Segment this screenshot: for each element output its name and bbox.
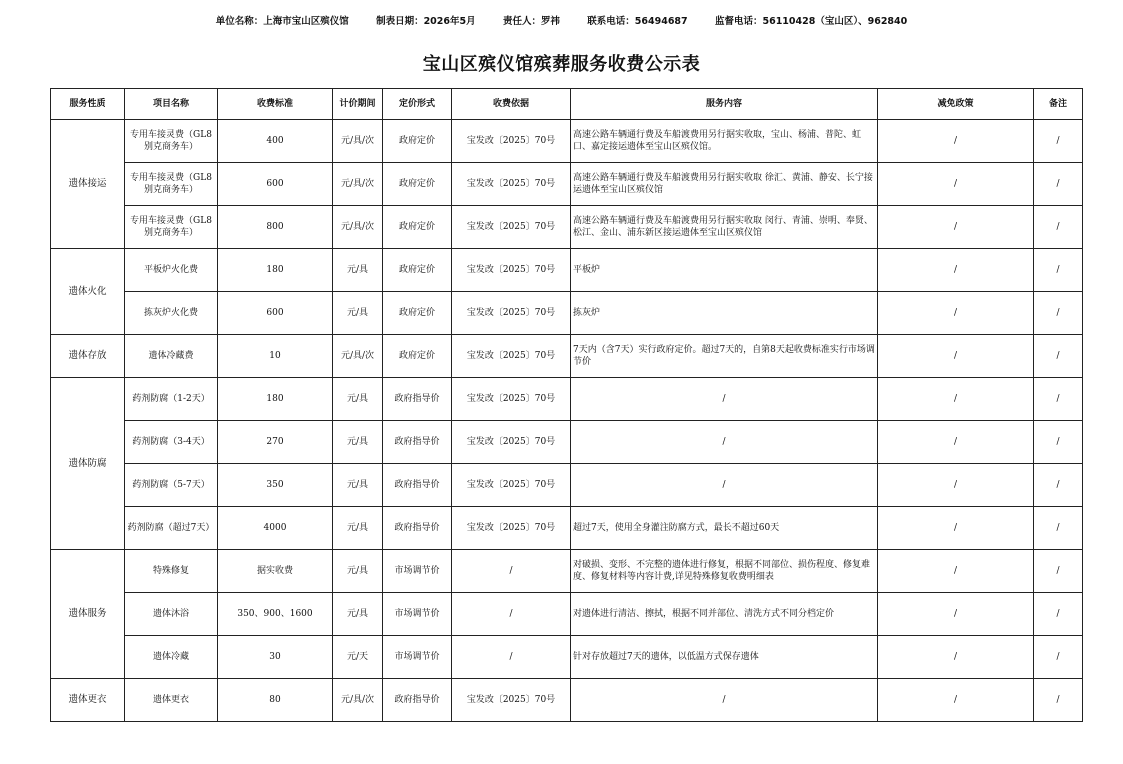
basis-cell: 宝发改〔2025〕70号 bbox=[452, 292, 571, 335]
pricing-cell: 政府指导价 bbox=[383, 378, 452, 421]
content-cell: 针对存放超过7天的遗体，以低温方式保存遗体 bbox=[571, 636, 878, 679]
supervision-phone: 监督电话：56110428（宝山区）、962840 bbox=[714, 16, 908, 27]
table-row bbox=[51, 464, 1083, 507]
pricing-cell: 政府定价 bbox=[383, 292, 452, 335]
table-date: 制表日期：2026年5月 bbox=[376, 16, 476, 27]
column-header: 服务性质 bbox=[51, 89, 125, 120]
table-header-row bbox=[51, 89, 1083, 120]
content-cell: 7天内（含7天）实行政府定价。超过7天的，自第8天起收费标准实行市场调节价 bbox=[571, 335, 878, 378]
category-cell: 遗体更衣 bbox=[51, 679, 125, 722]
table-row bbox=[51, 593, 1083, 636]
relief-cell: / bbox=[878, 163, 1034, 206]
table-row bbox=[51, 335, 1083, 378]
fee-cell: 270 bbox=[218, 421, 333, 464]
unit-name: 单位名称：上海市宝山区殡仪馆 bbox=[215, 16, 349, 27]
fee-cell: 80 bbox=[218, 679, 333, 722]
fee-cell: 350 bbox=[218, 464, 333, 507]
fee-table bbox=[50, 88, 1083, 722]
column-header: 项目名称 bbox=[125, 89, 218, 120]
relief-cell: / bbox=[878, 249, 1034, 292]
unit-cell: 元/具 bbox=[333, 593, 383, 636]
relief-cell: / bbox=[878, 636, 1034, 679]
category-cell: 遗体接运 bbox=[51, 120, 125, 249]
unit-cell: 元/具/次 bbox=[333, 206, 383, 249]
fee-cell: 600 bbox=[218, 163, 333, 206]
relief-cell: / bbox=[878, 421, 1034, 464]
pricing-cell: 市场调节价 bbox=[383, 550, 452, 593]
fee-cell: 180 bbox=[218, 249, 333, 292]
remark-cell: / bbox=[1034, 464, 1083, 507]
fee-cell: 180 bbox=[218, 378, 333, 421]
column-header: 服务内容 bbox=[571, 89, 878, 120]
category-cell: 遗体存放 bbox=[51, 335, 125, 378]
item-name-cell: 专用车接灵费（GL8别克商务车） bbox=[125, 163, 218, 206]
fee-cell: 800 bbox=[218, 206, 333, 249]
item-name-cell: 专用车接灵费（GL8别克商务车） bbox=[125, 120, 218, 163]
table-row bbox=[51, 249, 1083, 292]
fee-cell: 10 bbox=[218, 335, 333, 378]
item-name-cell: 特殊修复 bbox=[125, 550, 218, 593]
pricing-cell: 政府定价 bbox=[383, 206, 452, 249]
fee-cell: 4000 bbox=[218, 507, 333, 550]
table-row bbox=[51, 292, 1083, 335]
table-row bbox=[51, 507, 1083, 550]
table-row bbox=[51, 120, 1083, 163]
category-cell: 遗体防腐 bbox=[51, 378, 125, 550]
content-cell: 高速公路车辆通行费及车船渡费用另行据实收取 闵行、青浦、崇明、奉贤、松江、金山、浦东新区接运遗体至宝山区殡仪馆 bbox=[571, 206, 878, 249]
remark-cell: / bbox=[1034, 550, 1083, 593]
item-name-cell: 遗体沐浴 bbox=[125, 593, 218, 636]
fee-cell: 30 bbox=[218, 636, 333, 679]
unit-cell: 元/具/次 bbox=[333, 335, 383, 378]
remark-cell: / bbox=[1034, 421, 1083, 464]
basis-cell: 宝发改〔2025〕70号 bbox=[452, 464, 571, 507]
remark-cell: / bbox=[1034, 335, 1083, 378]
remark-cell: / bbox=[1034, 679, 1083, 722]
unit-cell: 元/具 bbox=[333, 507, 383, 550]
pricing-cell: 政府指导价 bbox=[383, 679, 452, 722]
table-row bbox=[51, 206, 1083, 249]
basis-cell: 宝发改〔2025〕70号 bbox=[452, 378, 571, 421]
content-cell: 超过7天，使用全身灌注防腐方式，最长不超过60天 bbox=[571, 507, 878, 550]
remark-cell: / bbox=[1034, 249, 1083, 292]
column-header: 收费依据 bbox=[452, 89, 571, 120]
unit-cell: 元/具 bbox=[333, 249, 383, 292]
column-header: 备注 bbox=[1034, 89, 1083, 120]
basis-cell: / bbox=[452, 593, 571, 636]
unit-cell: 元/具/次 bbox=[333, 679, 383, 722]
basis-cell: 宝发改〔2025〕70号 bbox=[452, 679, 571, 722]
content-cell: 平板炉 bbox=[571, 249, 878, 292]
column-header: 定价形式 bbox=[383, 89, 452, 120]
relief-cell: / bbox=[878, 550, 1034, 593]
fee-cell: 350、900、1600 bbox=[218, 593, 333, 636]
page-title: 宝山区殡仪馆殡葬服务收费公示表 bbox=[422, 54, 701, 75]
unit-cell: 元/具/次 bbox=[333, 120, 383, 163]
item-name-cell: 拣灰炉火化费 bbox=[125, 292, 218, 335]
relief-cell: / bbox=[878, 120, 1034, 163]
pricing-cell: 政府指导价 bbox=[383, 421, 452, 464]
item-name-cell: 药剂防腐（3-4天） bbox=[125, 421, 218, 464]
relief-cell: / bbox=[878, 593, 1034, 636]
relief-cell: / bbox=[878, 206, 1034, 249]
category-cell: 遗体服务 bbox=[51, 550, 125, 679]
basis-cell: 宝发改〔2025〕70号 bbox=[452, 421, 571, 464]
fee-cell: 据实收费 bbox=[218, 550, 333, 593]
relief-cell: / bbox=[878, 378, 1034, 421]
remark-cell: / bbox=[1034, 292, 1083, 335]
table-row bbox=[51, 163, 1083, 206]
remark-cell: / bbox=[1034, 378, 1083, 421]
column-header: 减免政策 bbox=[878, 89, 1034, 120]
table-row bbox=[51, 636, 1083, 679]
remark-cell: / bbox=[1034, 636, 1083, 679]
item-name-cell: 遗体更衣 bbox=[125, 679, 218, 722]
relief-cell: / bbox=[878, 335, 1034, 378]
pricing-cell: 政府指导价 bbox=[383, 464, 452, 507]
item-name-cell: 平板炉火化费 bbox=[125, 249, 218, 292]
basis-cell: / bbox=[452, 636, 571, 679]
remark-cell: / bbox=[1034, 507, 1083, 550]
pricing-cell: 市场调节价 bbox=[383, 636, 452, 679]
header-info bbox=[0, 13, 1123, 27]
pricing-cell: 政府定价 bbox=[383, 249, 452, 292]
unit-cell: 元/具/次 bbox=[333, 163, 383, 206]
pricing-cell: 政府定价 bbox=[383, 163, 452, 206]
item-name-cell: 专用车接灵费（GL8别克商务车） bbox=[125, 206, 218, 249]
table-row bbox=[51, 421, 1083, 464]
table-row bbox=[51, 679, 1083, 722]
content-cell: 高速公路车辆通行费及车船渡费用另行据实收取，宝山、杨浦、普陀、虹口、嘉定接运遗体至宝山区殡仪馆。 bbox=[571, 120, 878, 163]
item-name-cell: 遗体冷藏 bbox=[125, 636, 218, 679]
content-cell: / bbox=[571, 464, 878, 507]
fee-cell: 600 bbox=[218, 292, 333, 335]
remark-cell: / bbox=[1034, 163, 1083, 206]
remark-cell: / bbox=[1034, 206, 1083, 249]
column-header: 计价期间 bbox=[333, 89, 383, 120]
relief-cell: / bbox=[878, 507, 1034, 550]
content-cell: 对破损、变形、不完整的遗体进行修复，根据不同部位、损伤程度、修复难度、修复材料等内容计费,详见特殊修复收费明细表 bbox=[571, 550, 878, 593]
relief-cell: / bbox=[878, 679, 1034, 722]
content-cell: / bbox=[571, 679, 878, 722]
unit-cell: 元/具 bbox=[333, 421, 383, 464]
pricing-cell: 政府定价 bbox=[383, 120, 452, 163]
basis-cell: 宝发改〔2025〕70号 bbox=[452, 249, 571, 292]
fee-cell: 400 bbox=[218, 120, 333, 163]
content-cell: 拣灰炉 bbox=[571, 292, 878, 335]
pricing-cell: 政府定价 bbox=[383, 335, 452, 378]
category-cell: 遗体火化 bbox=[51, 249, 125, 335]
relief-cell: / bbox=[878, 464, 1034, 507]
basis-cell: 宝发改〔2025〕70号 bbox=[452, 163, 571, 206]
basis-cell: 宝发改〔2025〕70号 bbox=[452, 206, 571, 249]
item-name-cell: 遗体冷藏费 bbox=[125, 335, 218, 378]
unit-cell: 元/具 bbox=[333, 464, 383, 507]
content-cell: 对遗体进行清洁、擦拭，根据不同并部位、清洗方式不同分档定价 bbox=[571, 593, 878, 636]
table-row bbox=[51, 550, 1083, 593]
relief-cell: / bbox=[878, 292, 1034, 335]
unit-cell: 元/具 bbox=[333, 378, 383, 421]
pricing-cell: 市场调节价 bbox=[383, 593, 452, 636]
basis-cell: / bbox=[452, 550, 571, 593]
content-cell: / bbox=[571, 421, 878, 464]
remark-cell: / bbox=[1034, 120, 1083, 163]
table-row bbox=[51, 378, 1083, 421]
unit-cell: 元/具 bbox=[333, 550, 383, 593]
basis-cell: 宝发改〔2025〕70号 bbox=[452, 335, 571, 378]
unit-cell: 元/具 bbox=[333, 292, 383, 335]
basis-cell: 宝发改〔2025〕70号 bbox=[452, 120, 571, 163]
unit-cell: 元/天 bbox=[333, 636, 383, 679]
contact-phone: 联系电话：56494687 bbox=[587, 16, 688, 27]
responsible-person: 责任人：罗祎 bbox=[502, 16, 560, 27]
pricing-cell: 政府指导价 bbox=[383, 507, 452, 550]
content-cell: / bbox=[571, 378, 878, 421]
basis-cell: 宝发改〔2025〕70号 bbox=[452, 507, 571, 550]
item-name-cell: 药剂防腐（5-7天） bbox=[125, 464, 218, 507]
content-cell: 高速公路车辆通行费及车船渡费用另行据实收取 徐汇、黄浦、静安、长宁接运遗体至宝山区殡仪馆 bbox=[571, 163, 878, 206]
item-name-cell: 药剂防腐（1-2天） bbox=[125, 378, 218, 421]
column-header: 收费标准 bbox=[218, 89, 333, 120]
remark-cell: / bbox=[1034, 593, 1083, 636]
item-name-cell: 药剂防腐（超过7天） bbox=[125, 507, 218, 550]
